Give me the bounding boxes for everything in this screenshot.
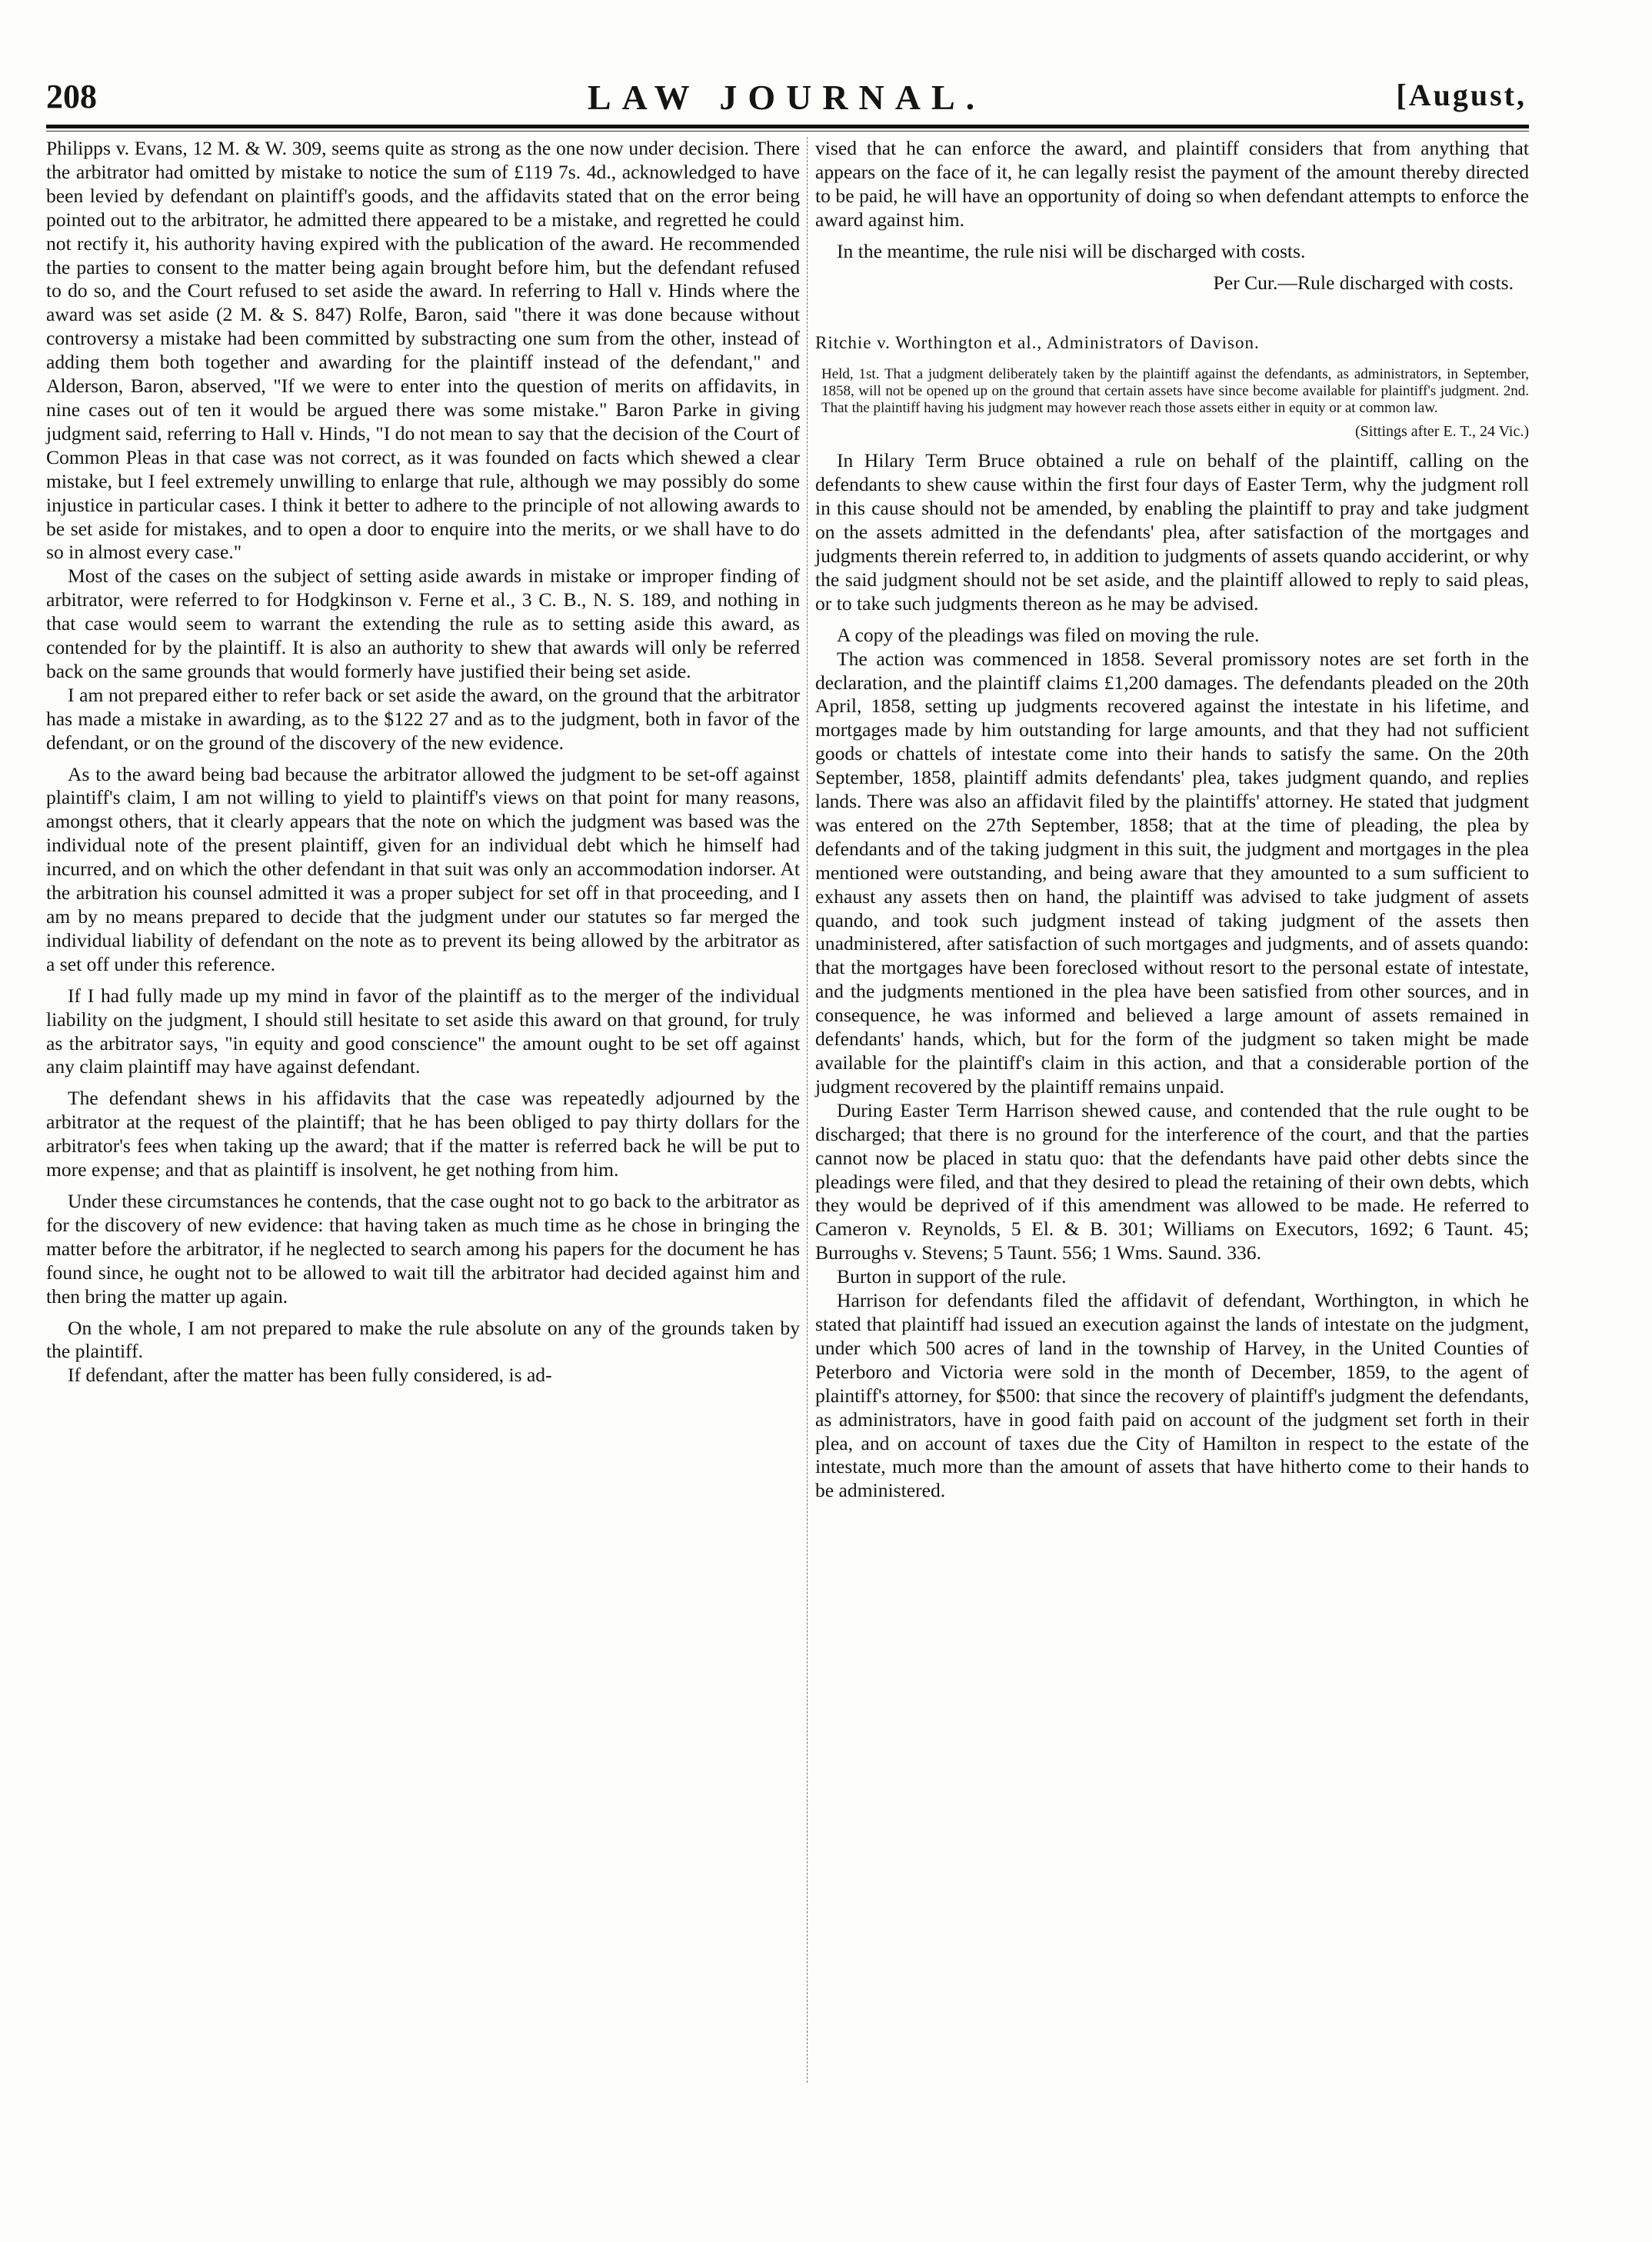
left-column (46, 137, 800, 1388)
sittings-note: (Sittings after E. T., 24 Vic.) (1355, 423, 1529, 441)
paragraph: If defendant, after the matter has been fully considered, is ad- (68, 1364, 552, 1387)
paragraph: I am not prepared either to refer back or set aside the award, on the ground that the arbitrator has made a mistake in awarding, as to the $122 27 and as to the judgment, both in favor of the defendant, or on the ground of the discovery of the new evidence. (46, 683, 800, 754)
paragraph: Burton in support of the rule. (837, 1265, 1067, 1288)
paragraph: As to the award being bad because the arbitrator allowed the judgment to be set-off against plaintiff's claim, I am not willing to yield to plaintiff's views on that point for many reasons, amongst others, that it clearly appears that the note on which the judgment was based was the individual note of the present plaintiff, given for an individual debt which he himself had incurred, and on which the other defendant in that suit was only an accommodation indorser. At the arbitration his counsel admitted it was a proper subject for set off in that proceeding, and I am by no means prepared to decide that the judgment under our statutes so far merged the individual liability of defendant on the note as to prevent its being allowed by the arbitrator as a set off under this reference. (46, 762, 800, 975)
paragraph: The action was commenced in 1858. Several promissory notes are set forth in the declaration, and the plaintiff claims £1,200 damages. The defendants pleaded on the 20th April, 1858, setting up judgments recovered against the intestate in his lifetime, and mortgages made by him outstanding for large amounts, and that they had not sufficient goods or chattels of intestate come into their hands to satisfy the same. On the 20th September, 1858, plaintiff admits defendants' plea, takes judgment quando, and replies lands. There was also an affidavit filed by the plaintiffs' attorney. He stated that judgment was entered on the 27th September, 1858; that at the time of pleading, the plea by defendants and of the taking judgment in this suit, the judgment and mortgages in the plea mentioned were outstanding, and being aware that they amounted to a sum sufficient to exhaust any assets then on hand, the plaintiff was advised to take judgment of assets quando, and took such judgment instead of taking judgment of the assets then unadministered, after satisfaction of such mortgages and judgments, and of assets quando: that the mortgages have been foreclosed without resort to the personal estate of intestate, and the judgments mentioned in the plea have been satisfied from other sources, and in consequence, he was informed and believed a large amount of assets remained in defendants' hands, which, but for the form of the judgment so taken might be made available for the plaintiff's claim in this action, and that a considerable portion of the judgment recovered by the plaintiff remains unpaid. (815, 647, 1529, 1098)
running-month: [August, (1396, 78, 1527, 112)
per-curiam: Per Cur.—Rule discharged with costs. (1213, 271, 1514, 294)
paragraph: Under these circumstances he contends, that the case ought not to go back to the arbitrator as for the discovery of new evidence: that having taken as much time as he chose in bringing the matter before the arbitrator, if he neglected to search among his papers for the document he has found since, he ought not to be allowed to wait till the arbitrator had decided against him and then bring the matter up again. (46, 1189, 800, 1308)
paragraph: Harrison for defendants filed the affidavit of defendant, Worthington, in which he stated that plaintiff had issued an execution against the lands of intestate on the judgment, under which 500 acres of land in the township of Harvey, in the United Counties of Peterboro and Victoria were sold in the month of December, 1859, to the agent of plaintiff's attorney, for $500: that since the recovery of plaintiff's judgment the defendants, as administrators, have in good faith paid on account of the judgment set forth in their plea, and on account of taxes due the City of Hamilton in respect to the estate of the intestate, much more than the amount of assets that have hitherto come to their hands to be administered. (815, 1289, 1529, 1502)
paragraph: Most of the cases on the subject of setting aside awards in mistake or improper finding of arbitrator, were referred to for Hodgkinson v. Ferne et al., 3 C. B., N. S. 189, and nothing in that case would seem to warrant the extending the rule as to setting aside this award, as contended for by the plaintiff. It is also an authority to shew that awards will only be referred back on the same grounds that would formerly have justified their being set aside. (46, 565, 800, 682)
column-divider (807, 137, 808, 2083)
paragraph: If I had fully made up my mind in favor of the plaintiff as to the merger of the individual liability on the judgment, I should still hesitate to set aside this award on that ground, for truly as the arbitrator says, "in equity and good conscience" the amount ought to be set off against any claim plaintiff may have against defendant. (46, 984, 800, 1078)
paragraph: In Hilary Term Bruce obtained a rule on behalf of the plaintiff, calling on the defendants to shew cause within the first four days of Easter Term, why the judgment roll in this cause should not be amended, by enabling the plaintiff to pray and take judgment on the assets admitted in the defendants' plea, after satisfaction of the mortgages and judgments therein referred to, in addition to judgments of assets quando acciderint, or why the said judgment should not be set aside, and the plaintiff allowed to reply to said pleas, or to take such judgments thereon as he may be advised. (815, 449, 1529, 615)
header-rule (46, 125, 1529, 128)
paragraph: During Easter Term Harrison shewed cause, and contended that the rule ought to be discharged; that there is no ground for the interference of the court, and that the parties cannot now be placed in statu quo: that the defendants have paid other debts since the pleadings were filed, and that they desired to plead the retaining of their own debts, which they would be deprived of if this amendment was allowed to be made. He referred to Cameron v. Reynolds, 5 El. & B. 301; Williams on Executors, 1692; 6 Taunt. 45; Burroughs v. Stevens; 5 Taunt. 556; 1 Wms. Saund. 336. (815, 1098, 1529, 1264)
case-title: Ritchie v. Worthington et al., Administrators of Davison. (815, 333, 1260, 353)
headnote: Held, 1st. That a judgment deliberately taken by the plaintiff against the defendants, as administrators, in September, 1858, will not be opened up on the ground that certain assets have since become available for plaintiff's judgment. 2nd. That the plaintiff having his judgment may however reach those assets either in equity or at common law. (821, 366, 1529, 417)
paragraph: The defendant shews in his affidavits that the case was repeatedly adjourned by the arbitrator at the request of the plaintiff; that he has been obliged to pay thirty dollars for the arbitrator's fees when taking up the award; that if the matter is referred back he will be put to more expense; and that as plaintiff is insolvent, he get nothing from him. (46, 1087, 800, 1181)
header-rule-thin (46, 131, 1529, 132)
paragraph: vised that he can enforce the award, and plaintiff considers that from anything that appears on the face of it, he can legally resist the payment of the amount thereby directed to be paid, he will have an opportunity of doing so when defendant attempts to enforce the award against him. (815, 137, 1529, 231)
paragraph: A copy of the pleadings was filed on moving the rule. (837, 623, 1260, 646)
page-header (46, 77, 1527, 131)
page-number: 208 (46, 78, 97, 115)
paragraph: On the whole, I am not prepared to make the rule absolute on any of the grounds taken by the plaintiff. (46, 1316, 800, 1363)
journal-title: LAW JOURNAL. (587, 78, 986, 117)
paragraph: In the meantime, the rule nisi will be discharged with costs. (837, 239, 1306, 262)
right-column (815, 137, 1529, 1503)
paragraph: Philipps v. Evans, 12 M. & W. 309, seems quite as strong as the one now under decision. There the arbitrator had omitted by mistake to notice the sum of £119 7s. 4d., acknowledged to have been levied by defendant on plaintiff's goods, and the affidavits stated that on the error being pointed out to the arbitrator, he admitted there appeared to be a mistake, and regretted he could not rectify it, his authority having expired with the publication of the award. He recommended the parties to consent to the matter being again brought before him, but the defendant refused to do so, and the Court refused to set aside the award. In referring to Hall v. Hinds where the award was set aside (2 M. & S. 847) Rolfe, Baron, said "there it was done because without controversy a mistake had been committed by substracting one sum from the other, instead of adding them both together and awarding for the plaintiff instead of the defendant," and Alderson, Baron, abserved, "If we were to enter into the question of merits on affidavits, in nine cases out of ten it would be argued there was some mistake." Baron Parke in giving judgment said, referring to Hall v. Hinds, "I do not mean to say that the decision of the Court of Common Pleas in that case was not correct, as it was founded on facts which shewed a clear mistake, but I feel extremely unwilling to enlarge that rule, although we may possibly do some injustice in particular cases. I think it better to adhere to the principle of not allowing awards to be set aside for mistakes, and to open a door to enquire into the merits, or we shall have to do so in almost every case." (46, 137, 800, 564)
